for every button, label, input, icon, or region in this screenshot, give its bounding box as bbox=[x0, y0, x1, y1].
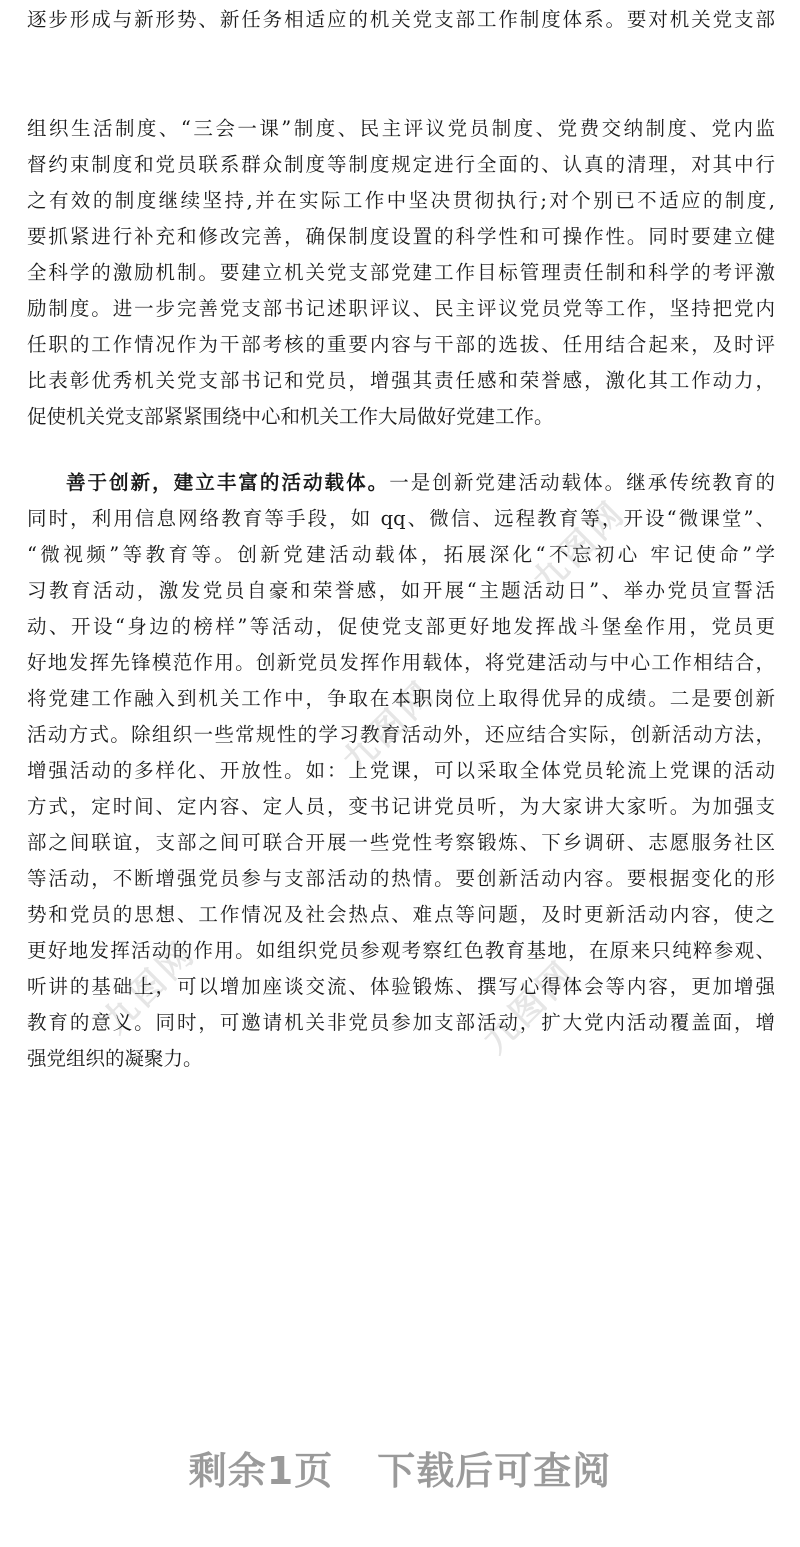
paragraph-line: 动、开设“身边的榜样”等活动，促使党支部更好地发挥战斗堡垒作用，党员更 bbox=[27, 615, 775, 638]
paragraph-lead-line bbox=[66, 465, 775, 501]
watermark: 九图网 bbox=[475, 952, 584, 1062]
paragraph-line: 增强活动的多样化、开放性。如：上党课，可以采取全体党员轮流上党课的活动 bbox=[27, 759, 775, 782]
paragraph-line: 习教育活动，激发党员自豪和荣誉感，如开展“主题活动日”、举办党员宣誓活 bbox=[27, 579, 775, 602]
paragraph-line: 好地发挥先锋模范作用。创新党员发挥作用载体，将党建活动与中心工作相结合， bbox=[27, 651, 775, 674]
paragraph-line: 同时，利用信息网络教育等手段，如 qq、微信、远程教育等，开设“微课堂”、 bbox=[27, 507, 775, 530]
paragraph-line: 督约束制度和党员联系群众制度等制度规定进行全面的、认真的清理，对其中行 bbox=[27, 153, 775, 176]
section-heading: 善于创新，建立丰富的活动载体。 bbox=[66, 471, 390, 494]
paragraph-line: “微视频”等教育等。创新党建活动载体，拓展深化“不忘初心 牢记使命”学 bbox=[27, 543, 775, 566]
paragraph-line: 部之间联谊，支部之间可联合开展一些党性考察锻炼、下乡调研、志愿服务社区 bbox=[27, 831, 775, 854]
paragraph-line: 全科学的激励机制。要建立机关党支部党建工作目标管理责任制和科学的考评激 bbox=[27, 261, 775, 284]
paragraph-line: 等活动，不断增强党员参与支部活动的热情。要创新活动内容。要根据变化的形 bbox=[27, 867, 775, 890]
paragraph-line: 比表彰优秀机关党支部书记和党员，增强其责任感和荣誉感，激化其工作动力， bbox=[27, 369, 775, 392]
watermark: 九图网 bbox=[525, 492, 634, 602]
paragraph-text: 一是创新党建活动载体。继承传统教育的 bbox=[389, 471, 775, 494]
paragraph-line: 促使机关党支部紧紧围绕中心和机关工作大局做好党建工作。 bbox=[27, 405, 554, 428]
paragraph-line: 教育的意义。同时，可邀请机关非党员参加支部活动，扩大党内活动覆盖面，增 bbox=[27, 1011, 775, 1034]
paragraph-line: 将党建工作融入到机关工作中，争取在本职岗位上取得优异的成绩。二是要创新 bbox=[27, 687, 775, 710]
paragraph-line: 任职的工作情况作为干部考核的重要内容与干部的选拔、任用结合起来，及时评 bbox=[27, 333, 775, 356]
paragraph-line: 要抓紧进行补充和修改完善，确保制度设置的科学性和可操作性。同时要建立健 bbox=[27, 225, 775, 248]
paragraph-line: 逐步形成与新形势、新任务相适应的机关党支部工作制度体系。要对机关党支部 bbox=[27, 8, 775, 31]
paragraph-line: 强党组织的凝聚力。 bbox=[27, 1047, 203, 1070]
paragraph-line: 方式，定时间、定内容、定人员，变书记讲党员听，为大家讲大家听。为加强支 bbox=[27, 795, 775, 818]
watermark: 九图网 bbox=[335, 672, 444, 782]
remaining-pages-label: 剩余1页 bbox=[188, 1449, 334, 1493]
paragraph-line: 更好地发挥活动的作用。如组织党员参观考察红色教育基地，在原来只纯粹参观、 bbox=[27, 939, 775, 962]
paragraph-line: 组织生活制度、“三会一课”制度、民主评议党员制度、党费交纳制度、党内监 bbox=[27, 117, 775, 140]
paragraph-line: 听讲的基础上，可以增加座谈交流、体验锻炼、撰写心得体会等内容，更加增强 bbox=[27, 975, 775, 998]
watermark: 九图网 bbox=[95, 932, 204, 1042]
download-hint-label: 下载后可查阅 bbox=[377, 1449, 612, 1493]
paragraph-line: 励制度。进一步完善党支部书记述职评议、民主评议党员党等工作，坚持把党内 bbox=[27, 297, 775, 320]
paragraph-line: 之有效的制度继续坚持,并在实际工作中坚决贯彻执行;对个别已不适应的制度, bbox=[27, 189, 775, 212]
remaining-pages-banner[interactable] bbox=[0, 1440, 800, 1495]
paragraph-line: 活动方式。除组织一些常规性的学习教育活动外，还应结合实际，创新活动方法， bbox=[27, 723, 775, 746]
paragraph-line: 势和党员的思想、工作情况及社会热点、难点等问题，及时更新活动内容，使之 bbox=[27, 903, 775, 926]
